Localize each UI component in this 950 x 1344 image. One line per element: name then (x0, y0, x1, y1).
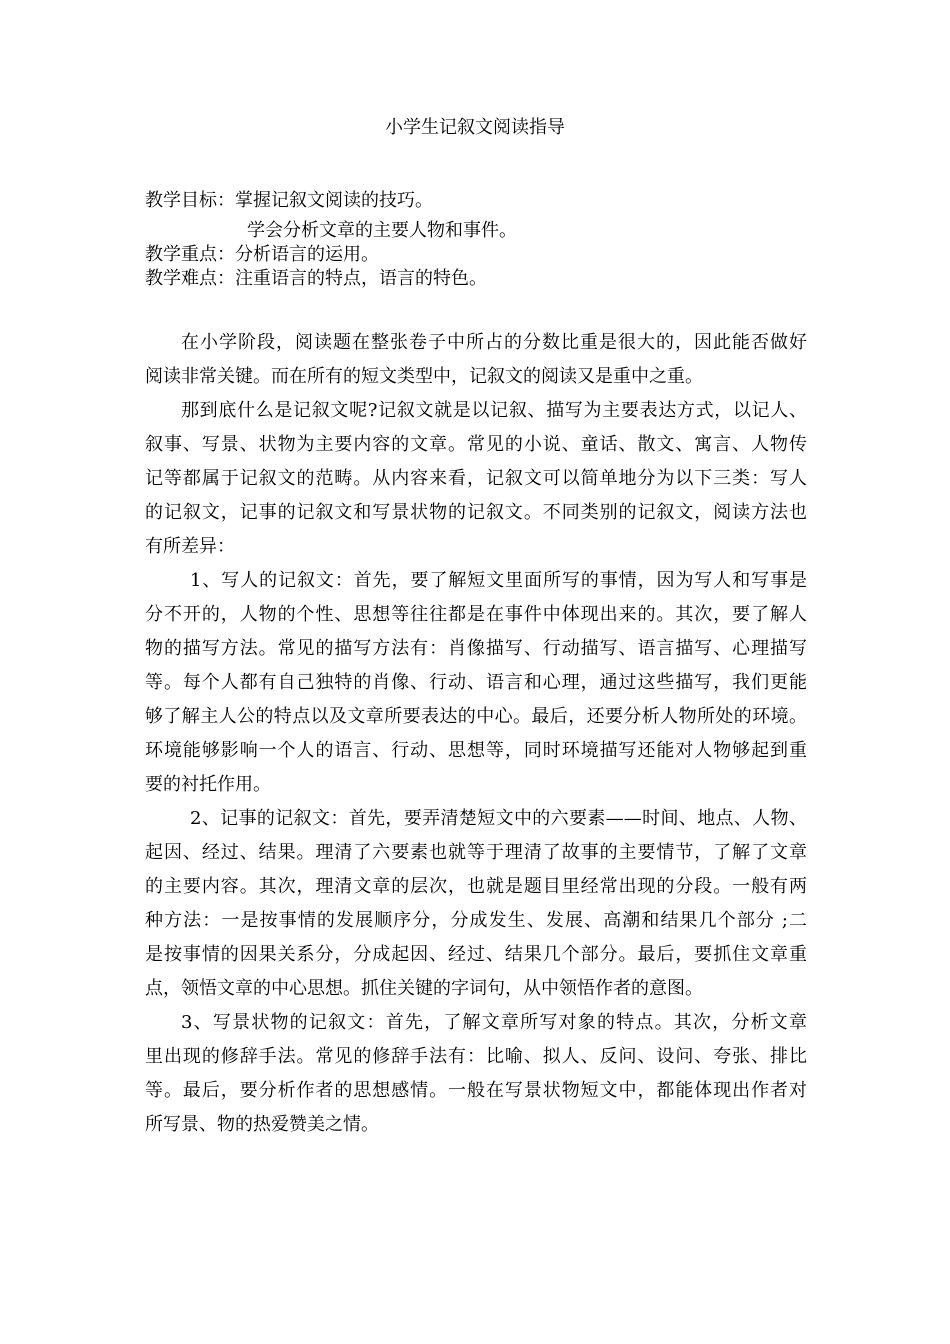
paragraph-line: 3、写景状物的记叙文：首先，了解文章所写对象的特点。其次，分析文章 (181, 1012, 807, 1033)
paragraph-line: 要的衬托作用。 (145, 774, 271, 795)
paragraph-event-narrative (145, 802, 807, 1006)
paragraph-line: 是按事情的因果关系分，分成起因、经过、结果几个部分。最后，要抓住文章重 (145, 944, 807, 965)
paragraph-scenery-narrative (145, 1006, 807, 1142)
paragraph-line: 种方法：一是按事情的发展顺序分，分成发生、发展、高潮和结果几个部分 ;二 (145, 910, 807, 931)
paragraph-line: 的记叙文，记事的记叙文和写景状物的记叙文。不同类别的记叙文，阅读方法也 (145, 502, 807, 523)
paragraph-line: 记等都属于记叙文的范畴。从内容来看，记叙文可以简单地分为以下三类：写人 (145, 468, 807, 489)
paragraph-line: 够了解主人公的特点以及文章所要表达的中心。最后，还要分析人物所处的环境。 (145, 706, 807, 727)
paragraph-line: 等。每个人都有自己独特的肖像、行动、语言和心理，通过这些描写，我们更能 (145, 672, 807, 693)
teaching-objective-line: 教学目标：掌握记叙文阅读的技巧。 (145, 190, 433, 211)
paragraph-line: 点，领悟文章的中心思想。抓住关键的字词句，从中领悟作者的意图。 (145, 978, 703, 999)
document-title: 小学生记叙文阅读指导 (385, 117, 565, 138)
paragraph-line: 2、记事的记叙文：首先，要弄清楚短文中的六要素——时间、地点、人物、 (190, 808, 807, 829)
teaching-focus-line: 教学重点：分析语言的运用。 (145, 244, 379, 265)
paragraph-line: 环境能够影响一个人的语言、行动、思想等，同时环境描写还能对人物够起到重 (145, 740, 807, 761)
paragraph-intro (145, 326, 807, 394)
paragraph-line: 所写景、物的热爱赞美之情。 (145, 1114, 379, 1135)
paragraph-line: 物的描写方法。常见的描写方法有：肖像描写、行动描写、语言描写、心理描写 (145, 638, 807, 659)
paragraph-line: 里出现的修辞手法。常见的修辞手法有：比喻、拟人、反问、设问、夸张、排比 (145, 1046, 807, 1067)
paragraph-line: 分不开的，人物的个性、思想等往往都是在事件中体现出来的。其次，要了解人 (145, 604, 807, 625)
paragraph-line: 起因、经过、结果。理清了六要素也就等于理清了故事的主要情节，了解了文章 (145, 842, 807, 863)
document-body (145, 326, 807, 1142)
paragraph-line: 在小学阶段，阅读题在整张卷子中所占的分数比重是很大的，因此能否做好 (181, 332, 807, 353)
teaching-objective-line-2: 学会分析文章的主要人物和事件。 (247, 220, 517, 241)
paragraph-line: 1、写人的记叙文：首先，要了解短文里面所写的事情，因为写人和写事是 (190, 570, 807, 591)
paragraph-line: 那到底什么是记叙文呢?记叙文就是以记叙、描写为主要表达方式，以记人、 (181, 400, 807, 421)
paragraph-person-narrative (145, 564, 807, 802)
paragraph-line: 等。最后，要分析作者的思想感情。一般在写景状物短文中，都能体现出作者对 (145, 1080, 807, 1101)
teaching-goals-block (145, 189, 845, 291)
paragraph-line: 叙事、写景、状物为主要内容的文章。常见的小说、童话、散文、寓言、人物传 (145, 434, 807, 455)
paragraph-definition (145, 394, 807, 564)
paragraph-line: 阅读非常关键。而在所有的短文类型中，记叙文的阅读又是重中之重。 (145, 366, 703, 387)
paragraph-line: 有所差异： (145, 536, 235, 557)
teaching-difficulty-line: 教学难点：注重语言的特点，语言的特色。 (145, 268, 487, 289)
paragraph-line: 的主要内容。其次，理清文章的层次，也就是题目里经常出现的分段。一般有两 (145, 876, 807, 897)
